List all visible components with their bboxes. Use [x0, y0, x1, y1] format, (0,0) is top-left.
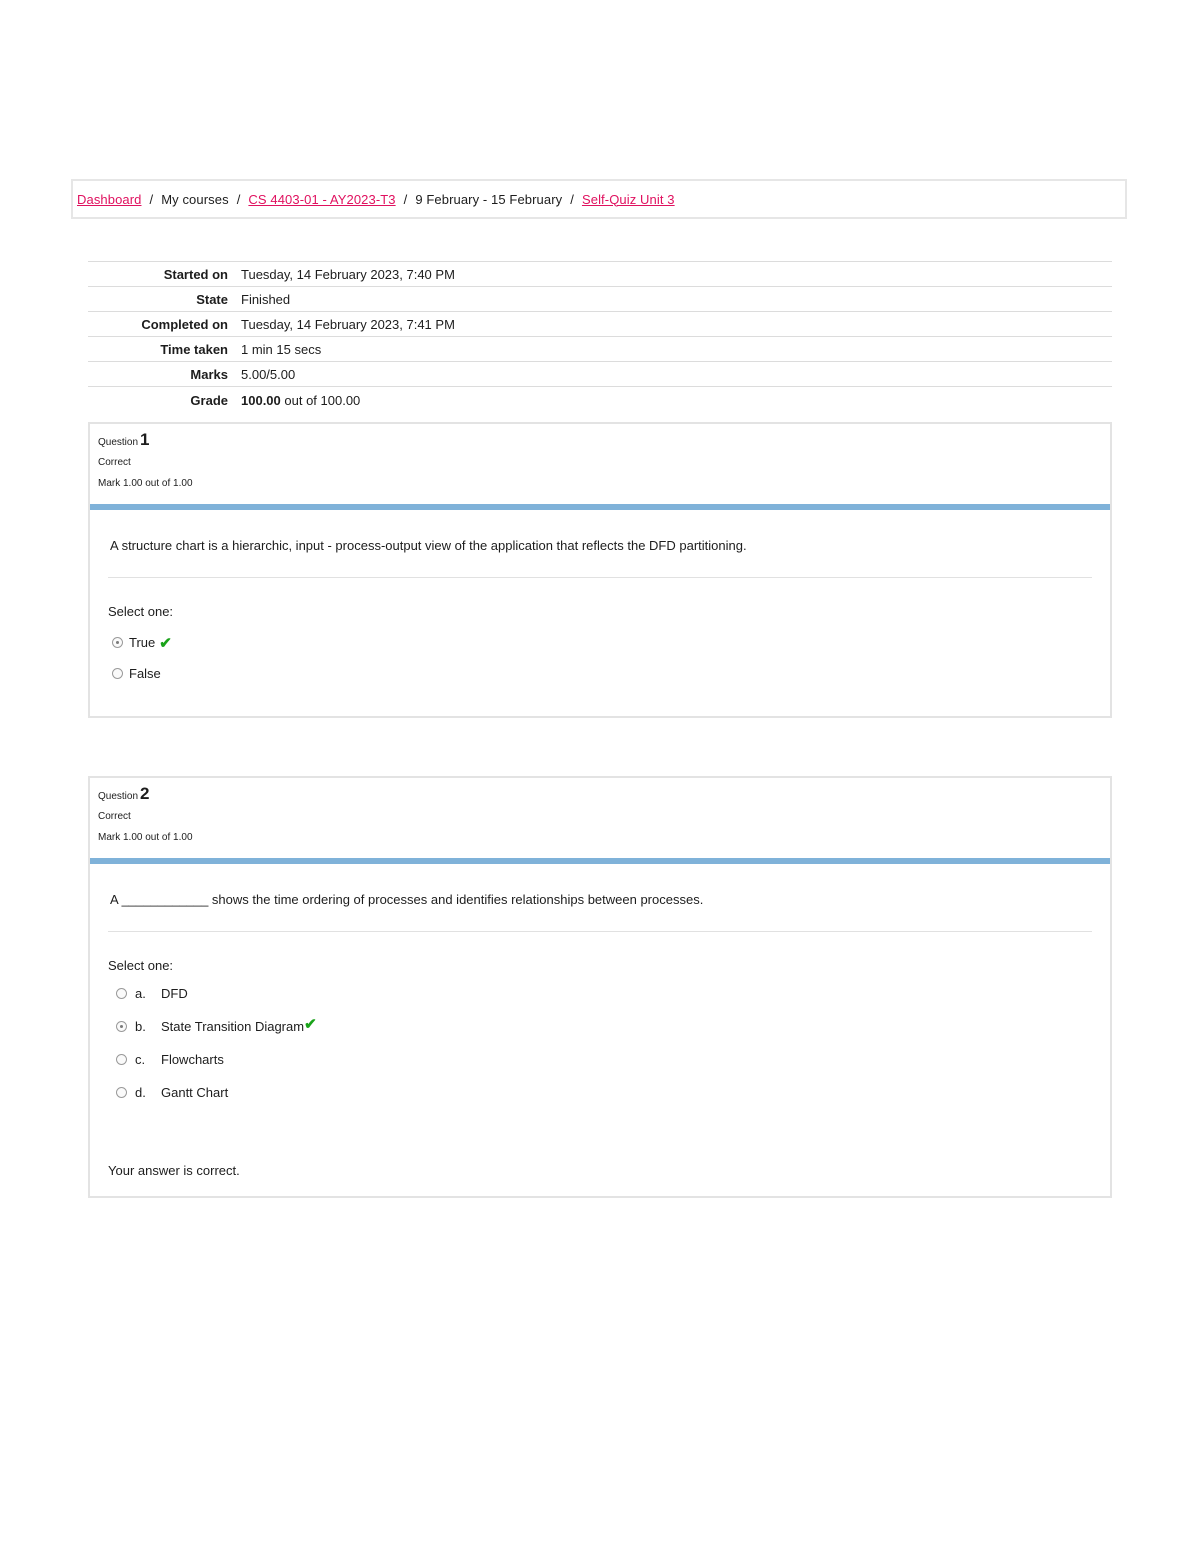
- time-taken-label: Time taken: [88, 337, 241, 362]
- breadcrumb-separator: /: [403, 191, 408, 207]
- completed-on-label: Completed on: [88, 312, 241, 337]
- attempt-summary-table: [88, 261, 1112, 413]
- grade-suffix: out of 100.00: [284, 392, 361, 408]
- check-icon: ✔: [159, 634, 172, 652]
- answer-option-c[interactable]: [116, 1043, 1110, 1076]
- answer-option-a[interactable]: [116, 977, 1110, 1010]
- question-mark: Mark 1.00 out of 1.00: [98, 832, 193, 843]
- summary-row-completed: [88, 312, 1112, 337]
- answer-letter: d.: [135, 1085, 146, 1100]
- question-number: [98, 784, 1102, 804]
- breadcrumb: [71, 179, 1127, 219]
- radio-icon[interactable]: [116, 988, 127, 999]
- time-taken-value: 1 min 15 secs: [241, 337, 1112, 362]
- grade-label: Grade: [88, 387, 241, 414]
- answer-label: Flowcharts: [161, 1052, 224, 1067]
- answer-label: Gantt Chart: [161, 1085, 229, 1100]
- check-icon: ✔: [304, 1015, 317, 1033]
- answer-letter: a.: [135, 986, 146, 1001]
- summary-row-started: [88, 262, 1112, 287]
- answer-label: State Transition Diagram: [161, 1019, 305, 1034]
- question-number-value: 2: [140, 784, 150, 803]
- summary-row-grade: [88, 387, 1112, 414]
- breadcrumb-course-link[interactable]: CS 4403-01 - AY2023-T3: [248, 191, 396, 207]
- summary-row-time: [88, 337, 1112, 362]
- question-label: Question: [98, 791, 139, 802]
- breadcrumb-my-courses: My courses: [161, 191, 229, 207]
- started-on-label: Started on: [88, 262, 241, 287]
- breadcrumb-week: 9 February - 15 February: [415, 191, 563, 207]
- question-info: [90, 778, 1110, 858]
- question-state: Correct: [98, 811, 131, 822]
- breadcrumb-separator: /: [149, 191, 154, 207]
- answer-list: [90, 973, 1110, 1109]
- question-text: A structure chart is a hierarchic, input - process-output view of the application that reflects the DFD partitioning.: [110, 538, 747, 553]
- question-text: A ____________ shows the time ordering of processes and identifies relationships between processes.: [110, 892, 704, 907]
- answer-label: False: [129, 666, 161, 681]
- marks-label: Marks: [88, 362, 241, 387]
- question-mark: Mark 1.00 out of 1.00: [98, 478, 193, 489]
- answer-option-true[interactable]: [112, 627, 1110, 658]
- answer-option-d[interactable]: [116, 1076, 1110, 1109]
- grade-value-cell: [241, 387, 1112, 414]
- state-value: Finished: [241, 287, 1112, 312]
- breadcrumb-separator: /: [570, 191, 574, 207]
- radio-icon[interactable]: [116, 1087, 127, 1098]
- select-one-prompt: Select one:: [108, 958, 174, 973]
- summary-row-marks: [88, 362, 1112, 387]
- answer-label: True: [129, 635, 156, 650]
- answer-list: [90, 619, 1110, 689]
- state-label: State: [88, 287, 241, 312]
- answer-letter: c.: [135, 1052, 146, 1067]
- breadcrumb-separator: /: [236, 191, 241, 207]
- question-state: Correct: [98, 457, 131, 468]
- radio-icon[interactable]: [112, 668, 123, 679]
- completed-on-value: Tuesday, 14 February 2023, 7:41 PM: [241, 312, 1112, 337]
- answer-letter: b.: [135, 1019, 146, 1034]
- radio-icon[interactable]: [116, 1021, 127, 1032]
- marks-value: 5.00/5.00: [241, 362, 1112, 387]
- question-info: [90, 424, 1110, 504]
- answer-label: DFD: [161, 986, 188, 1001]
- question-2: [88, 776, 1112, 1198]
- breadcrumb-dashboard-link[interactable]: Dashboard: [77, 191, 142, 207]
- radio-icon[interactable]: [116, 1054, 127, 1065]
- answer-option-b[interactable]: [116, 1010, 1110, 1043]
- breadcrumb-quiz-link[interactable]: Self-Quiz Unit 3: [581, 191, 675, 207]
- grade-value: 100.00: [241, 392, 281, 408]
- question-number: [98, 430, 1102, 450]
- answer-feedback: Your answer is correct.: [108, 1163, 240, 1178]
- summary-row-state: [88, 287, 1112, 312]
- question-label: Question: [98, 437, 139, 448]
- select-one-prompt: Select one:: [108, 604, 174, 619]
- started-on-value: Tuesday, 14 February 2023, 7:40 PM: [241, 262, 1112, 287]
- question-number-value: 1: [140, 430, 150, 449]
- radio-icon[interactable]: [112, 637, 123, 648]
- question-1: [88, 422, 1112, 718]
- answer-option-false[interactable]: [112, 658, 1110, 689]
